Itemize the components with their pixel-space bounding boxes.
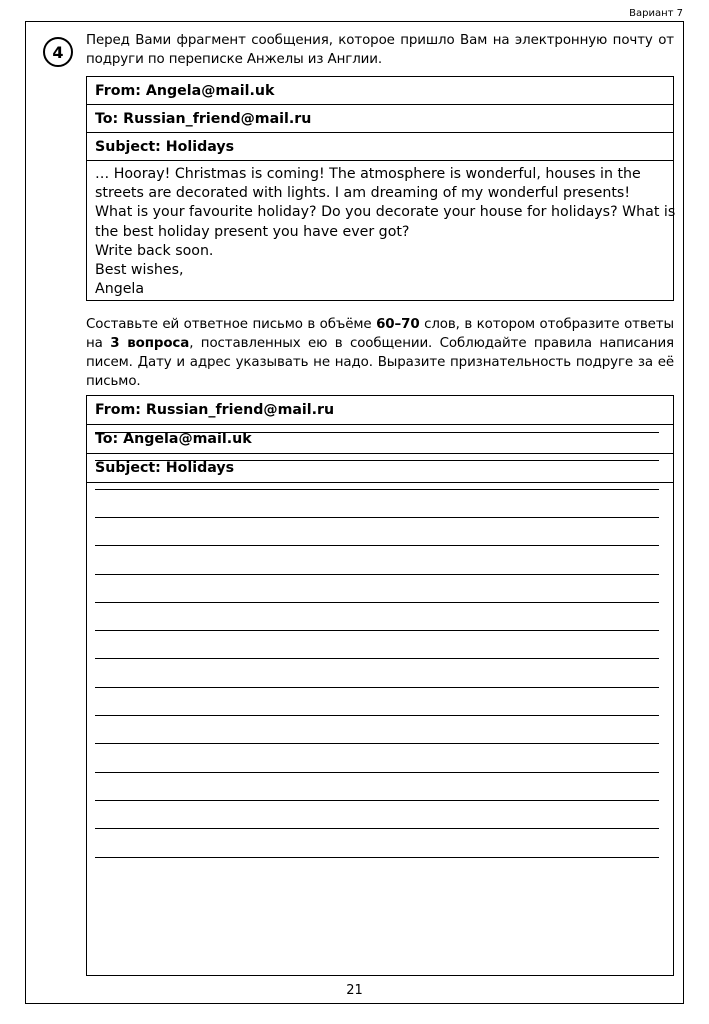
variant-label: Вариант 7 <box>629 8 683 19</box>
task-text-part: , поставленных ею в сообщении. Соблюдайте правила написания писем. Дату и адрес указывать не надо. Выразите признательность подруге за её письмо. <box>86 336 675 389</box>
task-number-badge: 4 <box>43 37 73 67</box>
email-body-line: What is your favourite holiday? Do you decorate your house for holidays? What is <box>95 204 676 221</box>
email-body-line: … Hooray! Christmas is coming! The atmosphere is wonderful, houses in the <box>95 166 641 182</box>
answer-line <box>95 800 659 801</box>
email-body-line: Angela <box>95 281 145 298</box>
answer-line <box>95 489 659 490</box>
answer-line <box>95 772 659 773</box>
answer-line <box>95 432 659 433</box>
email-from: From: Angela@mail.uk <box>87 77 673 105</box>
answer-line <box>95 460 659 461</box>
intro-text: Перед Вами фрагмент сообщения, которое пришло Вам на электронную почту от подруги по переписке Анжелы из Англии. <box>86 33 674 67</box>
answer-line <box>95 743 659 744</box>
answer-line <box>95 715 659 716</box>
email-body-line: streets are decorated with lights. I am dreaming of my wonderful presents! <box>95 185 631 202</box>
task-text-part: слов, в котором отобразите ответы на <box>86 317 674 351</box>
reply-from: From: Russian_friend@mail.ru <box>87 396 673 425</box>
answer-line <box>95 545 659 546</box>
answer-line <box>95 517 659 518</box>
incoming-email <box>86 76 674 301</box>
email-body-line: Best wishes, <box>95 262 184 279</box>
task-text-part: Составьте ей ответное письмо в объёме <box>86 317 377 332</box>
email-body-line: Write back soon. <box>95 242 214 259</box>
answer-line <box>95 857 659 858</box>
reply-subject: Subject: Holidays <box>87 454 673 483</box>
answer-line <box>95 602 659 603</box>
answer-line <box>95 828 659 829</box>
answer-area[interactable] <box>95 432 659 975</box>
task-word-count: 60–70 <box>376 317 420 332</box>
task-instructions <box>86 315 674 391</box>
reply-to: To: Angela@mail.uk <box>87 425 673 454</box>
answer-line <box>95 687 659 688</box>
reply-email <box>86 395 674 976</box>
email-body-line: the best holiday present you have ever got? <box>95 223 410 240</box>
answer-line <box>95 658 659 659</box>
email-body <box>87 161 676 300</box>
task-question-count: 3 вопроса <box>110 336 190 351</box>
page-number: 21 <box>346 983 363 998</box>
email-to: To: Russian_friend@mail.ru <box>87 105 673 133</box>
email-subject: Subject: Holidays <box>87 133 673 161</box>
answer-line <box>95 630 659 631</box>
answer-line <box>95 574 659 575</box>
